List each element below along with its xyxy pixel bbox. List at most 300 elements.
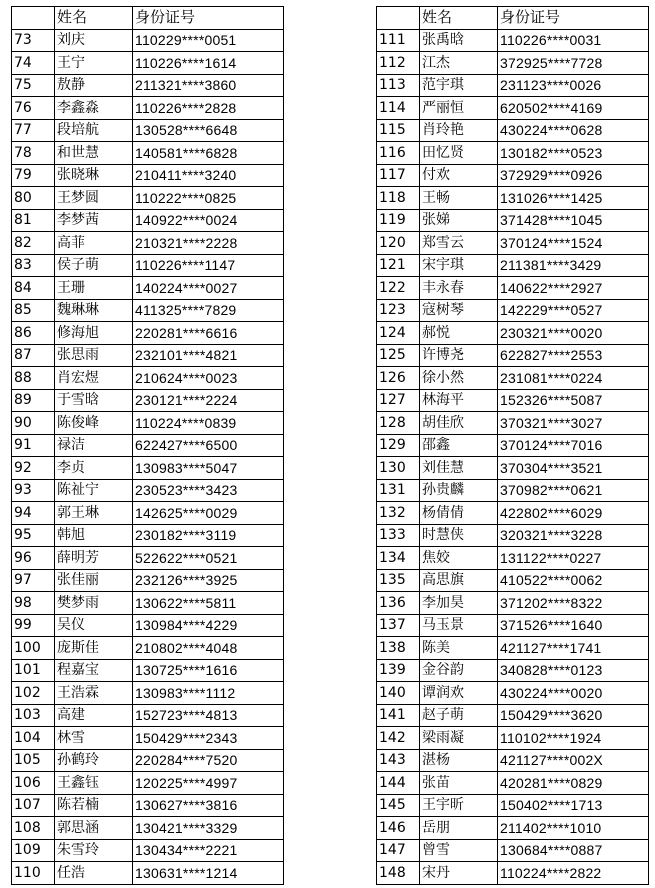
person-name: 刘庆 [55,29,133,52]
id-number: 142229****0527 [498,299,649,322]
row-number: 112 [377,52,420,75]
id-number: 110226****0031 [498,29,649,52]
row-number: 142 [377,727,420,750]
id-number: 130182****0523 [498,142,649,165]
table-row [12,592,284,615]
id-number: 140922****0024 [133,209,284,232]
header-row [377,7,649,30]
row-number: 77 [12,119,55,142]
table-row [377,794,649,817]
table-row [377,344,649,367]
person-name: 李梦茜 [55,209,133,232]
person-name: 梁雨凝 [420,727,498,750]
person-name: 王梦圆 [55,187,133,210]
id-number: 130725****1616 [133,659,284,682]
person-name: 禄洁 [55,434,133,457]
row-number: 119 [377,209,420,232]
table-row [377,704,649,727]
id-number: 110226****1614 [133,52,284,75]
id-number: 231123****0026 [498,74,649,97]
person-name: 李鑫淼 [55,97,133,120]
person-name: 王畅 [420,187,498,210]
row-number: 103 [12,704,55,727]
table-row [12,74,284,97]
row-number: 133 [377,524,420,547]
row-number: 96 [12,547,55,570]
id-number: 130622****5811 [133,592,284,615]
table-row [377,524,649,547]
person-name: 任浩 [55,862,133,885]
person-name: 陈若楠 [55,794,133,817]
table-row [377,412,649,435]
person-name: 寇树琴 [420,299,498,322]
person-name: 高思旗 [420,569,498,592]
id-number: 220284****7520 [133,749,284,772]
row-number: 135 [377,569,420,592]
id-number: 370124****7016 [498,434,649,457]
row-number: 75 [12,74,55,97]
id-number: 150402****1713 [498,794,649,817]
row-number: 130 [377,457,420,480]
person-name: 杨倩倩 [420,502,498,525]
row-number: 92 [12,457,55,480]
person-name: 赵子萌 [420,704,498,727]
row-number: 79 [12,164,55,187]
id-number: 370982****0621 [498,479,649,502]
id-number: 372929****0926 [498,164,649,187]
row-number: 84 [12,277,55,300]
table-row [377,637,649,660]
id-number: 130983****1112 [133,682,284,705]
person-name: 张娣 [420,209,498,232]
table-row [377,614,649,637]
number-header [377,7,420,30]
person-name: 李贞 [55,457,133,480]
person-name: 侯子萌 [55,254,133,277]
person-name: 湛杨 [420,749,498,772]
row-number: 145 [377,794,420,817]
table-row [12,187,284,210]
row-number: 95 [12,524,55,547]
row-number: 141 [377,704,420,727]
id-number: 140622****2927 [498,277,649,300]
id-number: 130434****2221 [133,839,284,862]
row-number: 83 [12,254,55,277]
name-header: 姓名 [420,7,498,30]
row-number: 76 [12,97,55,120]
person-name: 陈美 [420,637,498,660]
table-row [377,547,649,570]
row-number: 85 [12,299,55,322]
person-name: 王宇昕 [420,794,498,817]
table-row [12,772,284,795]
person-name: 刘佳慧 [420,457,498,480]
row-number: 74 [12,52,55,75]
id-number: 110224****0839 [133,412,284,435]
id-number: 210411****3240 [133,164,284,187]
person-name: 王浩霖 [55,682,133,705]
person-name: 张佳丽 [55,569,133,592]
person-name: 江杰 [420,52,498,75]
id-number: 131122****0227 [498,547,649,570]
table-row [12,727,284,750]
row-number: 87 [12,344,55,367]
table-row [12,142,284,165]
id-number: 421127****1741 [498,637,649,660]
row-number: 82 [12,232,55,255]
id-number: 411325****7829 [133,299,284,322]
table-row [377,389,649,412]
id-number: 131026****1425 [498,187,649,210]
row-number: 101 [12,659,55,682]
row-number: 127 [377,389,420,412]
row-number: 97 [12,569,55,592]
person-name: 张晓琳 [55,164,133,187]
table-row [377,434,649,457]
row-number: 128 [377,412,420,435]
person-name: 庞斯佳 [55,637,133,660]
row-number: 116 [377,142,420,165]
person-name: 高建 [55,704,133,727]
row-number: 102 [12,682,55,705]
table-row [377,187,649,210]
person-name: 马玉景 [420,614,498,637]
row-number: 109 [12,839,55,862]
table-row [377,862,649,885]
row-number: 100 [12,637,55,660]
id-number: 622827****2553 [498,344,649,367]
table-row [377,277,649,300]
id-number: 622427****6500 [133,434,284,457]
row-number: 104 [12,727,55,750]
person-name: 朱雪玲 [55,839,133,862]
id-number: 430224****0020 [498,682,649,705]
row-number: 123 [377,299,420,322]
id-number: 371428****1045 [498,209,649,232]
person-name: 王珊 [55,277,133,300]
table-row [12,277,284,300]
row-number: 105 [12,749,55,772]
person-name: 陈俊峰 [55,412,133,435]
row-number: 139 [377,659,420,682]
person-name: 魏琳琳 [55,299,133,322]
person-name: 张思雨 [55,344,133,367]
person-name: 徐小然 [420,367,498,390]
row-number: 80 [12,187,55,210]
id-number: 142625****0029 [133,502,284,525]
table-row [377,659,649,682]
table-row [12,569,284,592]
person-name: 敖静 [55,74,133,97]
row-number: 124 [377,322,420,345]
person-name: 郭思涵 [55,817,133,840]
person-name: 田忆贤 [420,142,498,165]
person-name: 张苗 [420,772,498,795]
person-name: 樊梦雨 [55,592,133,615]
row-number: 126 [377,367,420,390]
table-row [12,794,284,817]
table-row [377,52,649,75]
row-number: 106 [12,772,55,795]
id-number: 371526****1640 [498,614,649,637]
id-number: 211321****3860 [133,74,284,97]
id-number: 230121****2224 [133,389,284,412]
id-number: 232126****3925 [133,569,284,592]
id-number: 372925****7728 [498,52,649,75]
person-name: 张禹晗 [420,29,498,52]
table-row [12,479,284,502]
table-row [377,142,649,165]
person-name: 郝悦 [420,322,498,345]
person-name: 李加昊 [420,592,498,615]
person-name: 段培航 [55,119,133,142]
row-number: 89 [12,389,55,412]
table-row [12,704,284,727]
person-name: 王鑫钰 [55,772,133,795]
row-number: 88 [12,367,55,390]
id-number: 210321****2228 [133,232,284,255]
table-row [12,524,284,547]
person-name: 胡佳欣 [420,412,498,435]
id-number: 420281****0829 [498,772,649,795]
table-row [377,232,649,255]
table-row [12,614,284,637]
row-number: 115 [377,119,420,142]
person-name: 王宁 [55,52,133,75]
table-row [12,254,284,277]
table-row [377,457,649,480]
table-row [377,97,649,120]
row-number: 108 [12,817,55,840]
table-row [377,839,649,862]
table-row [377,749,649,772]
row-number: 111 [377,29,420,52]
id-number: 371202****8322 [498,592,649,615]
row-number: 90 [12,412,55,435]
table-row [377,119,649,142]
table-row [377,479,649,502]
table-row [12,682,284,705]
id-number: 130627****3816 [133,794,284,817]
id-number: 140581****6828 [133,142,284,165]
table-row [12,457,284,480]
person-name: 岳朋 [420,817,498,840]
person-name: 郑雪云 [420,232,498,255]
id-number: 421127****002X [498,749,649,772]
table-row [377,502,649,525]
id-number: 522622****0521 [133,547,284,570]
row-number: 146 [377,817,420,840]
table-row [377,74,649,97]
table-row [377,592,649,615]
table-row [377,727,649,750]
person-name: 丰永春 [420,277,498,300]
table-row [12,52,284,75]
id-number: 110226****1147 [133,254,284,277]
table-row [377,299,649,322]
row-number: 99 [12,614,55,637]
table-row [377,367,649,390]
id-number: 410522****0062 [498,569,649,592]
id-number: 370321****3027 [498,412,649,435]
table-row [377,772,649,795]
row-number: 86 [12,322,55,345]
person-name: 林雪 [55,727,133,750]
table-row [12,749,284,772]
row-number: 117 [377,164,420,187]
person-name: 宋宇琪 [420,254,498,277]
row-number: 91 [12,434,55,457]
table-row [377,209,649,232]
id-number: 110102****1924 [498,727,649,750]
id-number: 140224****0027 [133,277,284,300]
person-name: 曾雪 [420,839,498,862]
id-number: 230321****0020 [498,322,649,345]
table-row [12,344,284,367]
id-number: 130983****5047 [133,457,284,480]
id-number: 130421****3329 [133,817,284,840]
person-name: 和世慧 [55,142,133,165]
id-number: 150429****3620 [498,704,649,727]
number-header [12,7,55,30]
id-number: 150429****2343 [133,727,284,750]
id-number: 130984****4229 [133,614,284,637]
table-row [377,682,649,705]
id-number: 152723****4813 [133,704,284,727]
row-number: 121 [377,254,420,277]
right-roster-table [376,6,649,885]
row-number: 138 [377,637,420,660]
table-row [12,367,284,390]
id-number: 320321****3228 [498,524,649,547]
id-number: 130631****1214 [133,862,284,885]
row-number: 140 [377,682,420,705]
person-name: 陈祉宁 [55,479,133,502]
table-row [12,637,284,660]
row-number: 81 [12,209,55,232]
table-row [12,97,284,120]
row-number: 131 [377,479,420,502]
id-number: 340828****0123 [498,659,649,682]
id-number: 130684****0887 [498,839,649,862]
person-name: 严丽恒 [420,97,498,120]
table-row [377,817,649,840]
row-number: 144 [377,772,420,795]
row-number: 94 [12,502,55,525]
table-row [12,412,284,435]
person-name: 孙贵麟 [420,479,498,502]
table-row [12,434,284,457]
id-header: 身份证号 [498,7,649,30]
id-number: 620502****4169 [498,97,649,120]
left-roster-table [11,6,284,885]
person-name: 邵鑫 [420,434,498,457]
table-row [12,209,284,232]
id-number: 110222****0825 [133,187,284,210]
person-name: 宋丹 [420,862,498,885]
row-number: 134 [377,547,420,570]
id-number: 110226****2828 [133,97,284,120]
table-row [12,502,284,525]
row-number: 143 [377,749,420,772]
row-number: 73 [12,29,55,52]
table-row [377,569,649,592]
table-row [12,164,284,187]
person-name: 林海平 [420,389,498,412]
row-number: 137 [377,614,420,637]
id-number: 210802****4048 [133,637,284,660]
name-header: 姓名 [55,7,133,30]
person-name: 于雪晗 [55,389,133,412]
row-number: 118 [377,187,420,210]
table-row [12,659,284,682]
id-number: 231081****0224 [498,367,649,390]
id-number: 211402****1010 [498,817,649,840]
id-number: 110229****0051 [133,29,284,52]
left-table-body [12,29,284,884]
person-name: 焦姣 [420,547,498,570]
table-row [12,322,284,345]
id-number: 370124****1524 [498,232,649,255]
id-number: 422802****6029 [498,502,649,525]
table-row [377,164,649,187]
table-row [12,862,284,885]
row-number: 78 [12,142,55,165]
row-number: 107 [12,794,55,817]
table-row [377,322,649,345]
person-name: 韩旭 [55,524,133,547]
person-name: 时慧侠 [420,524,498,547]
header-row [12,7,284,30]
row-number: 98 [12,592,55,615]
id-number: 211381****3429 [498,254,649,277]
id-header: 身份证号 [133,7,284,30]
person-name: 孙鹤玲 [55,749,133,772]
right-table-body [377,29,649,884]
row-number: 148 [377,862,420,885]
row-number: 122 [377,277,420,300]
person-name: 付欢 [420,164,498,187]
row-number: 93 [12,479,55,502]
table-row [12,29,284,52]
table-row [12,389,284,412]
id-number: 430224****0628 [498,119,649,142]
table-row [12,119,284,142]
table-row [12,232,284,255]
person-name: 程嘉宝 [55,659,133,682]
id-number: 210624****0023 [133,367,284,390]
id-number: 152326****5087 [498,389,649,412]
id-number: 230523****3423 [133,479,284,502]
person-name: 谭润欢 [420,682,498,705]
row-number: 110 [12,862,55,885]
id-number: 110224****2822 [498,862,649,885]
table-row [377,29,649,52]
row-number: 114 [377,97,420,120]
person-name: 许博尧 [420,344,498,367]
table-row [12,839,284,862]
row-number: 129 [377,434,420,457]
person-name: 范宇琪 [420,74,498,97]
id-number: 220281****6616 [133,322,284,345]
row-number: 132 [377,502,420,525]
table-row [12,817,284,840]
table-row [12,547,284,570]
person-name: 吴仪 [55,614,133,637]
person-name: 肖玲艳 [420,119,498,142]
person-name: 郭王琳 [55,502,133,525]
table-row [377,254,649,277]
